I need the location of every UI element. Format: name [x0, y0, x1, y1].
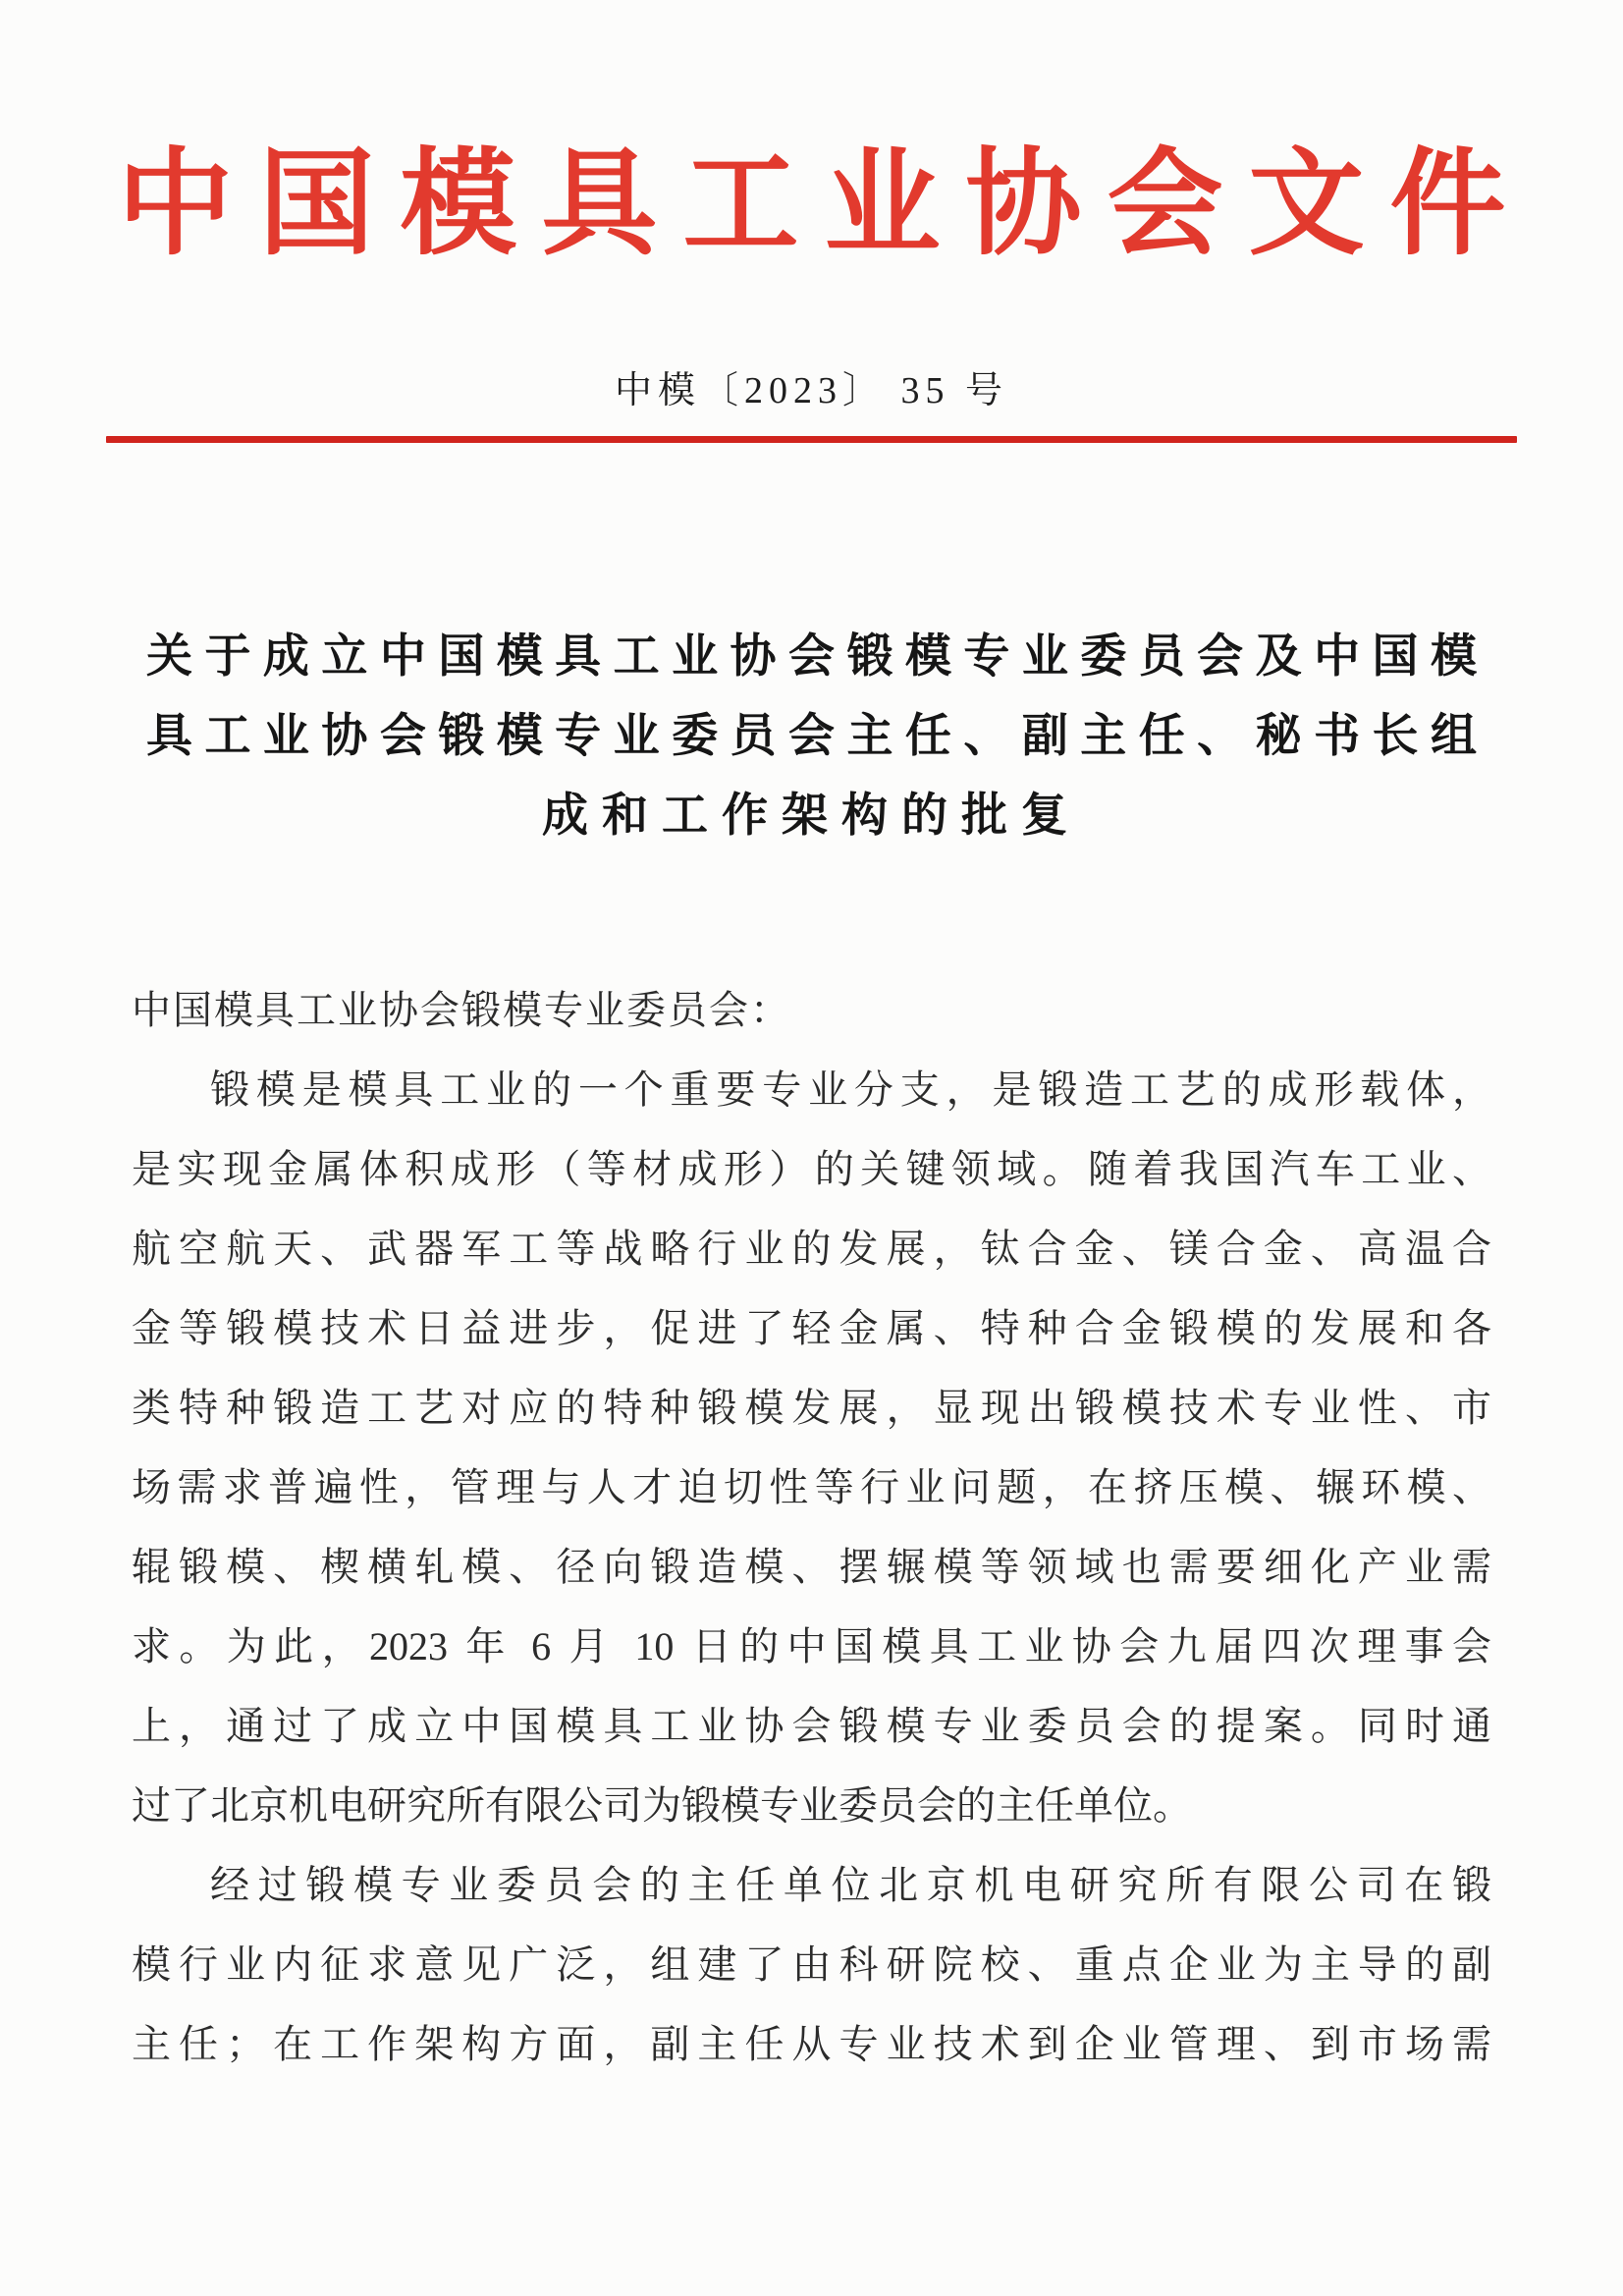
red-divider-line [106, 436, 1517, 443]
paragraph-1-line-7: 辊锻模、楔横轧模、径向锻造模、摆辗模等领域也需要细化产业需 [132, 1544, 1491, 1589]
paragraph-2 [132, 1845, 1491, 2084]
document-title [146, 616, 1477, 854]
paragraph-2-line-3: 主任；在工作架构方面，副主任从专业技术到企业管理、到市场需 [132, 2021, 1491, 2066]
paragraph-1-line-2: 是实现金属体积成形（等材成形）的关键领域。随着我国汽车工业、 [132, 1146, 1491, 1191]
paragraph-1-line-9: 上，通过了成立中国模具工业协会锻模专业委员会的提案。同时通 [132, 1703, 1491, 1748]
paragraph-1-line-4: 金等锻模技术日益进步，促进了轻金属、特种合金锻模的发展和各 [132, 1305, 1491, 1350]
paragraph-2-line-2: 模行业内征求意见广泛，组建了由科研院校、重点企业为主导的副 [132, 1941, 1491, 1987]
paragraph-1 [132, 1050, 1491, 1845]
document-title-line-1: 关于成立中国模具工业协会锻模专业委员会及中国模 [146, 629, 1477, 682]
document-header-title: 中国模具工业协会文件 [117, 140, 1532, 269]
paragraph-1-line-1: 锻模是模具工业的一个重要专业分支，是锻造工艺的成形载体， [210, 1066, 1491, 1112]
paragraph-2-line-1: 经过锻模专业委员会的主任单位北京机电研究所有限公司在锻 [210, 1862, 1491, 1907]
document-title-line-2: 具工业协会锻模专业委员会主任、副主任、秘书长组 [146, 708, 1477, 761]
paragraph-1-line-10: 过了北京机电研究所有限公司为锻模专业委员会的主任单位。 [132, 1782, 1192, 1828]
salutation-line: 中国模具工业协会锻模专业委员会： [132, 987, 791, 1032]
document-number: 中模〔2023〕 35 号 [614, 370, 1008, 411]
paragraph-1-line-3: 航空航天、武器军工等战略行业的发展，钛合金、镁合金、高温合 [132, 1226, 1491, 1271]
paragraph-1-line-8: 求。为此，2023 年 6 月 10 日的中国模具工业协会九届四次理事会 [132, 1623, 1491, 1668]
paragraph-1-line-6: 场需求普遍性，管理与人才迫切性等行业问题，在挤压模、辗环模、 [132, 1464, 1491, 1509]
document-title-line-3: 成和工作架构的批复 [542, 788, 1081, 841]
paragraph-1-line-5: 类特种锻造工艺对应的特种锻模发展，显现出锻模技术专业性、市 [132, 1385, 1491, 1430]
document-body [132, 970, 1491, 2084]
